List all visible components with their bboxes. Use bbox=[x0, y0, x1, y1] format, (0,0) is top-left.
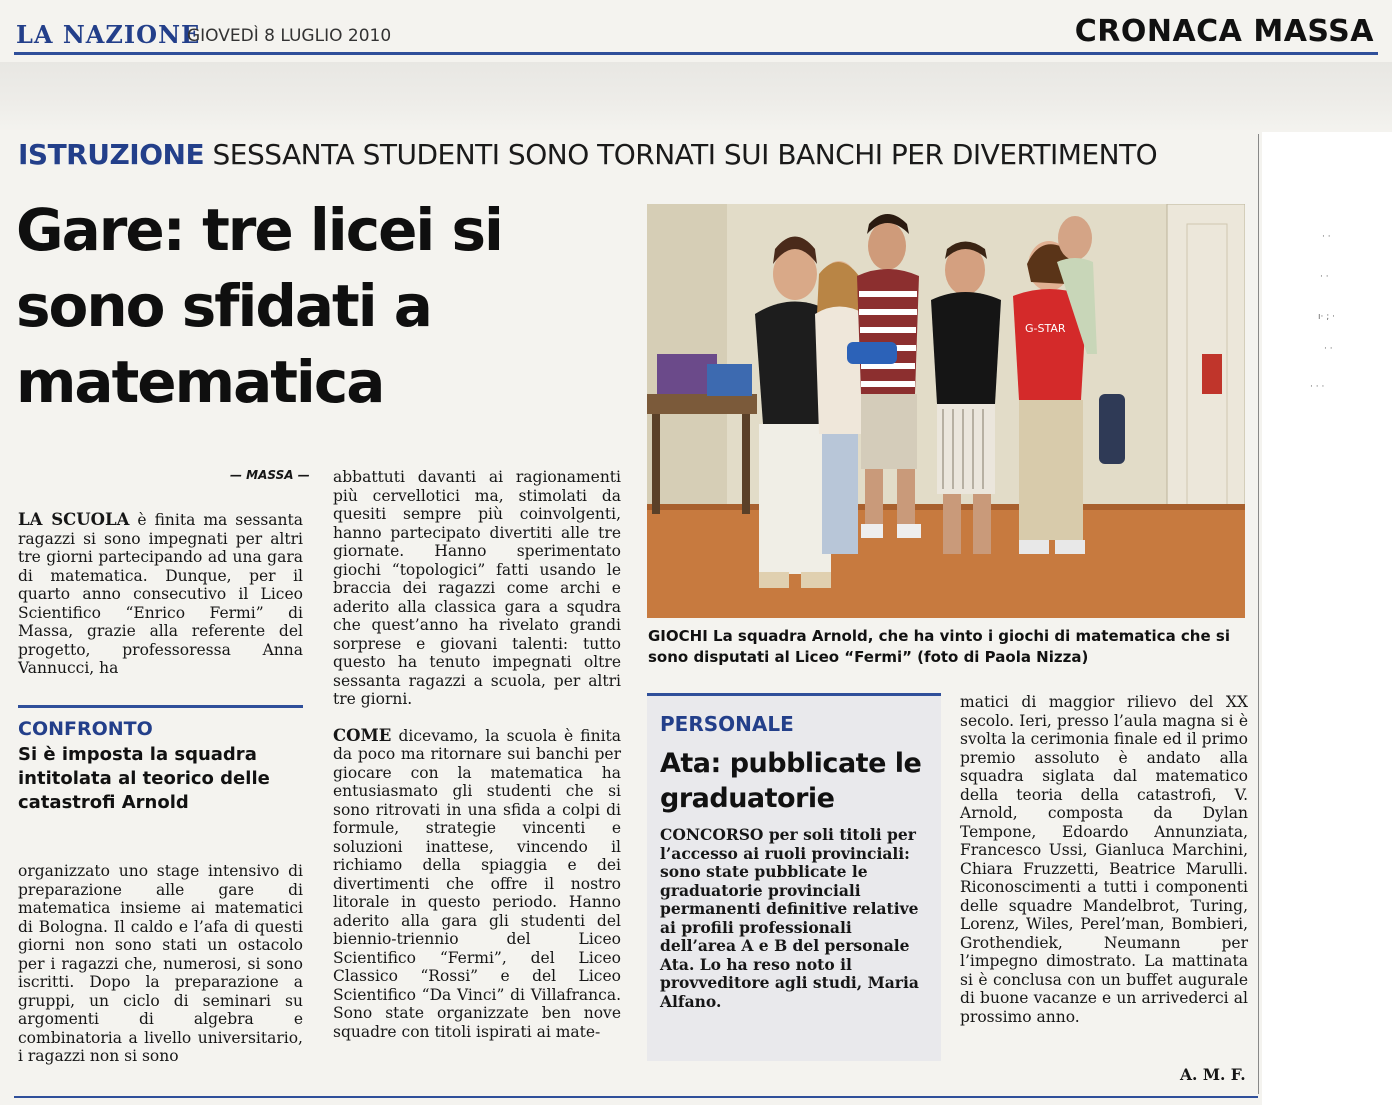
team-photo bbox=[647, 204, 1245, 618]
masthead-rule bbox=[14, 52, 1378, 55]
personale-tag: PERSONALE bbox=[660, 712, 794, 736]
lead-in: LA SCUOLA bbox=[18, 510, 130, 529]
author-signature: A. M. F. bbox=[1180, 1065, 1246, 1084]
article-column-2 bbox=[333, 468, 621, 1041]
lead-in: COME bbox=[333, 725, 392, 745]
kicker-tag: ISTRUZIONE bbox=[18, 138, 205, 171]
kicker-text: SESSANTA STUDENTI SONO TORNATI SUI BANCHI PER DIVERTIMENTO bbox=[212, 138, 1158, 171]
main-headline: Gare: tre licei si sono sfidati a matematica bbox=[16, 196, 502, 416]
bleed-through-band bbox=[0, 62, 1392, 132]
caption-text: La squadra Arnold, che ha vinto i giochi di matematica che si sono disputati al Liceo “Fermi” (foto di Paola Nizza) bbox=[648, 627, 1230, 666]
article-column-1-bottom: organizzato uno stage intensivo di preparazione alle gare di matematica insieme ai matematici di Bologna. Il caldo e l’afa di questi giorni non sono stati un ostacolo per i ragazzi che, numerosi, si sono iscritti. Dopo la preparazione a gruppi, un ciclo di seminari su argomenti di algebra e combinatoria a livello universitario, i ragazzi non si sono bbox=[18, 862, 303, 1065]
page-margin-strip: · · · · ı· ; · · · · · · bbox=[1262, 132, 1392, 1105]
photo-caption bbox=[648, 626, 1248, 668]
confronto-tag: CONFRONTO bbox=[18, 718, 153, 740]
kicker-line bbox=[18, 138, 1157, 171]
personale-body bbox=[660, 826, 932, 1011]
shirt-print: G-STAR bbox=[1025, 322, 1066, 335]
column-divider bbox=[1258, 134, 1259, 1094]
personale-text: per soli titoli per l’accesso ai ruoli provinciali: sono state pubblicate le graduatorie provinciali permanenti definitive relative ai profili professionali dell’area A e B del personale Ata. Lo ha reso noto il provveditore agli studi, Maria Alfano. bbox=[660, 825, 919, 1011]
article-column-1-top bbox=[18, 511, 303, 678]
newspaper-name: LA NAZIONE bbox=[16, 20, 201, 49]
bottom-rule bbox=[14, 1096, 1258, 1098]
lead-in: CONCORSO bbox=[660, 825, 764, 844]
issue-date: GIOVEDÌ 8 LUGLIO 2010 bbox=[187, 26, 392, 46]
article-text: è finita ma sessanta ragazzi si sono impegnati per altri tre giorni partecipando ad una gara di matematica. Dunque, per il quarto anno consecutivo il Liceo Scientifico “Enrico Fermi” di Massa, grazie alla referente del progetto, professoressa Anna Vannucci, ha bbox=[18, 511, 303, 677]
dateline: — MASSA — bbox=[230, 468, 310, 482]
caption-tag: GIOCHI bbox=[648, 627, 708, 645]
sidebar-rule bbox=[18, 705, 303, 708]
article-text: dicevamo, la scuola è finita da poco ma ritornare sui banchi per giocare con la matematica ha entusiasmato gli studenti che si sono ritrovati in una sfida a colpi di formule, strategie vincenti e soluzioni inattese, vincendo il richiamo della spiaggia e dei divertimenti che offre il nostro litorale in questo periodo. Hanno aderito alla gara gli studenti del biennio-triennio del Liceo Scientifico “Fermi”, del Liceo Classico “Rossi” e del Liceo Scientifico “Da Vinci” di Villafranca. Sono state organizzate ben nove squadre con titoli ispirati ai mate- bbox=[333, 726, 621, 1041]
article-column-4: matici di maggior rilievo del XX secolo. Ieri, presso l’aula magna si è svolta la cerimonia finale ed il primo premio assoluto è andato alla squadra siglata dal matematico della teoria della catastrofi, V. Arnold, composta da Dylan Tempone, Edoardo Annunziata, Francesco Ussi, Gianluca Marchini, Chiara Fruzzetti, Beatrice Marulli. Riconoscimenti a tutti i componenti delle squadre Mandelbrot, Turing, Lorenz, Wiles, Perel’man, Bombieri, Grothendiek, Neumann per l’impegno dimostrato. La mattinata si è conclusa con un buffet augurale di buone vacanze e un arrivederci al prossimo anno. bbox=[960, 693, 1248, 1026]
article-text: abbattuti davanti ai ragionamenti più cervellotici ma, stimolati da quesiti sempre più coinvolgenti, hanno partecipato divertiti alle tre giornate. Hanno sperimentato giochi “topologici” fatti usando le braccia dei ragazzi come archi e aderito alla classica gara a squdra che quest’anno ha rivelato grandi sorprese e giovani talenti: tutto questo ha tenuto impegnati oltre sessanta ragazzi a scuola, per altri tre giorni. bbox=[333, 468, 621, 708]
confronto-subhead: Si è imposta la squadra intitolata al teorico delle catastrofi Arnold bbox=[18, 744, 270, 813]
section-title: CRONACA MASSA bbox=[1074, 14, 1374, 49]
personale-headline: Ata: pubblicate le graduatorie bbox=[660, 748, 922, 814]
